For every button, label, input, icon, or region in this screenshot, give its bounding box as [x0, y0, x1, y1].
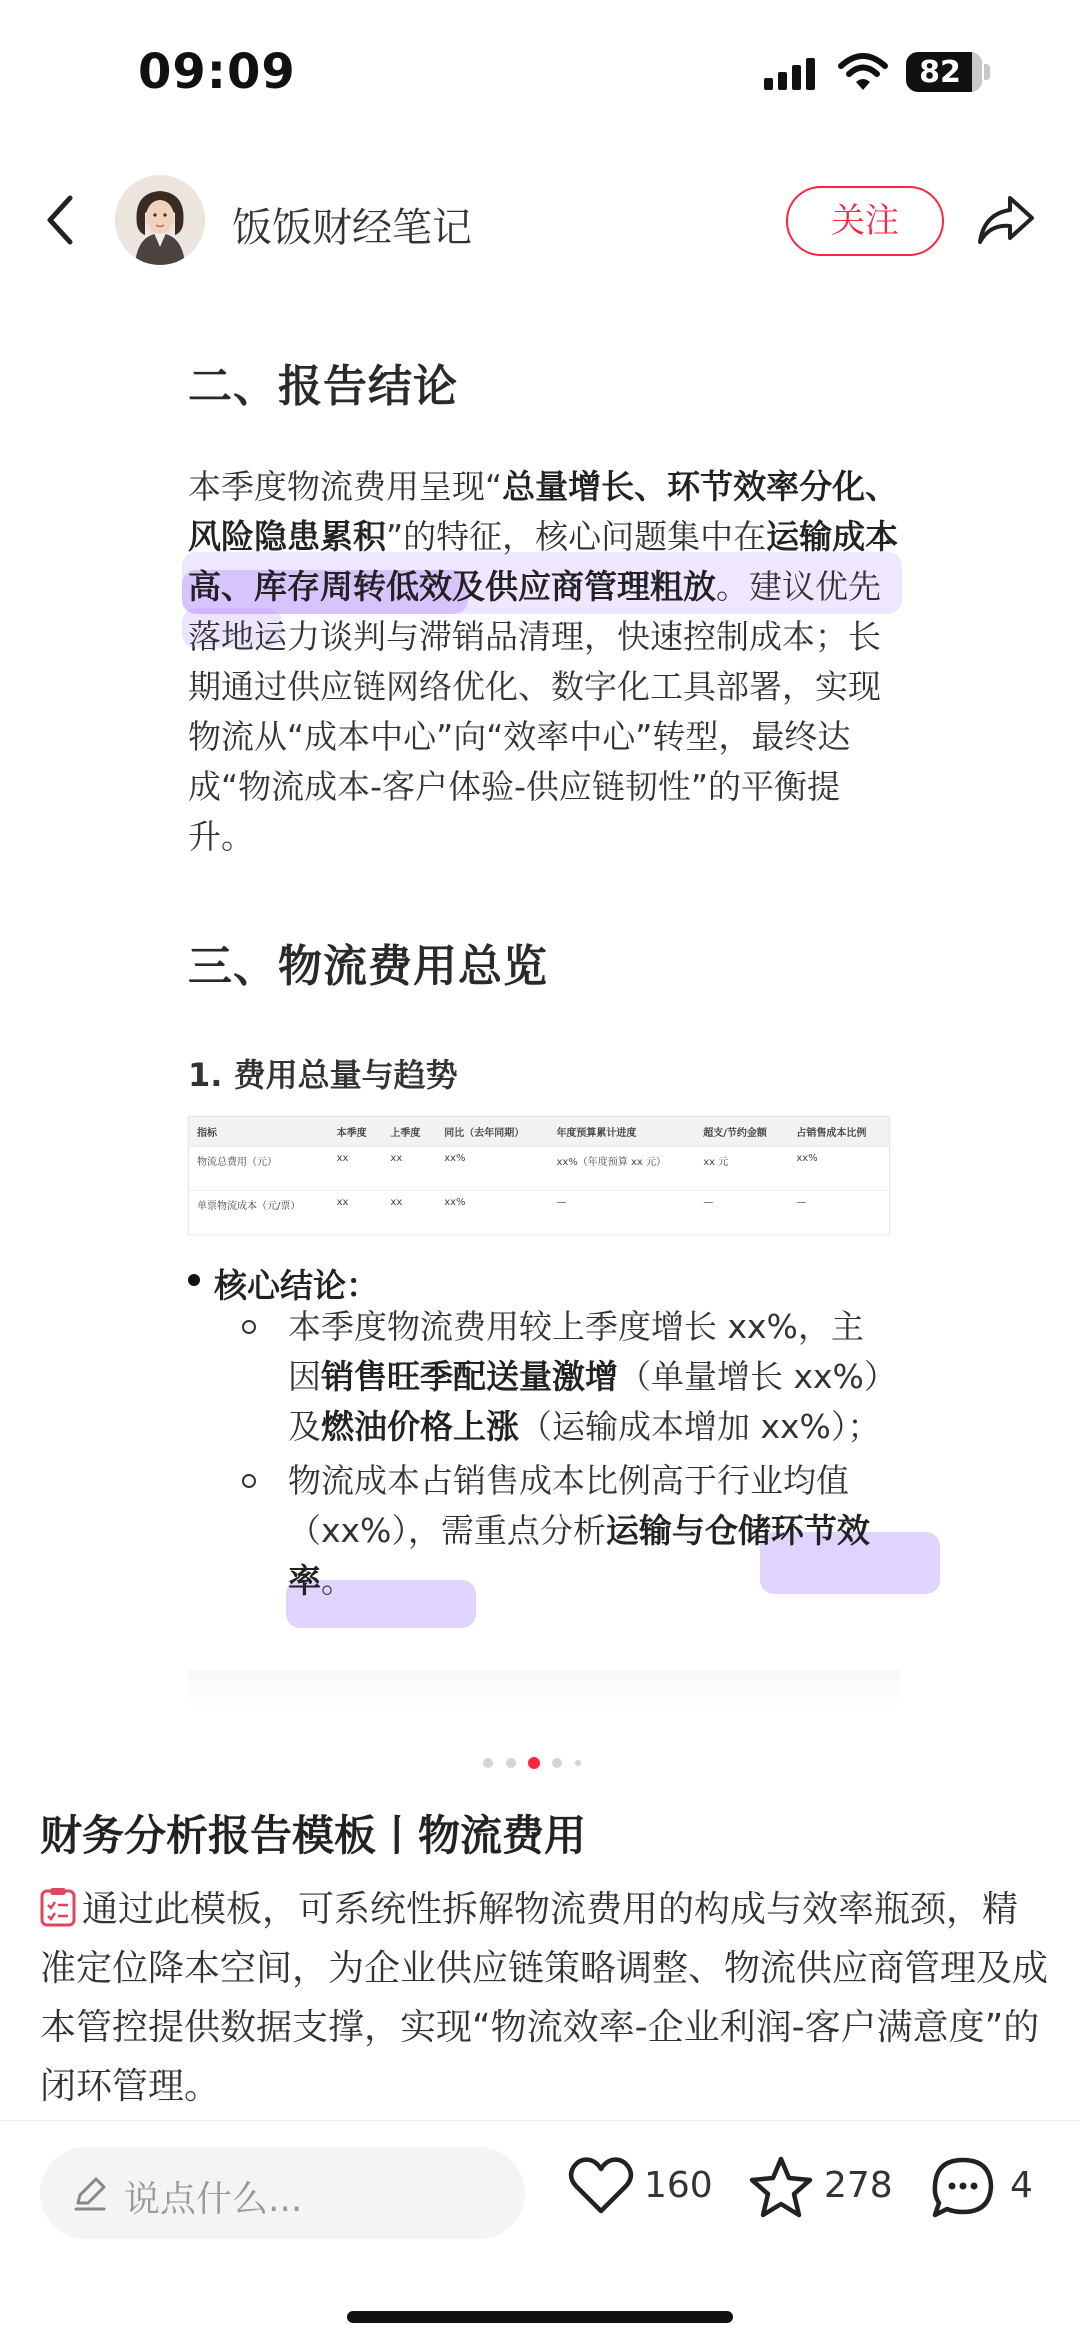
- battery-percent: 82: [919, 55, 961, 90]
- table-header-cell: 本季度: [329, 1117, 383, 1147]
- status-time: 09:09: [138, 44, 296, 100]
- table-cell: 物流总费用（元）: [189, 1147, 329, 1191]
- table-cell: —: [548, 1191, 695, 1235]
- table-cell: —: [788, 1191, 889, 1235]
- comment-count: 4: [1010, 2165, 1033, 2206]
- list-bold-text: 销售旺季配送量激增: [321, 1357, 618, 1396]
- faded-next-line: [188, 1670, 900, 1710]
- table-header-cell: 指标: [189, 1117, 329, 1147]
- table-cell: xx: [329, 1191, 383, 1235]
- carousel-indicator: [0, 1754, 1080, 1774]
- like-button[interactable]: [568, 2155, 713, 2225]
- table-header-row: [189, 1117, 890, 1147]
- section-2-title: 二、报告结论: [188, 361, 458, 412]
- table-header-cell: 占销售成本比例: [788, 1117, 889, 1147]
- para-bold-text: 总量增长、环节效率分化、风险隐患累积: [188, 467, 899, 556]
- carousel-dot: [575, 1760, 581, 1766]
- table-cell: —: [695, 1191, 788, 1235]
- core-conclusion-label: 核心结论：: [214, 1266, 379, 1305]
- battery-indicator: [906, 52, 982, 92]
- table-cell: xx%（年度预算 xx 元）: [548, 1147, 695, 1191]
- table-header-cell: 上季度: [382, 1117, 436, 1147]
- home-indicator[interactable]: [347, 2311, 733, 2323]
- list-text: （运输成本增加 xx%）；: [519, 1407, 881, 1446]
- para-text: ”的特征，核心问题集中在: [386, 517, 767, 556]
- table-header-cell: 年度预算累计进度: [548, 1117, 695, 1147]
- table-cell: xx: [382, 1191, 436, 1235]
- list-item: [288, 1302, 888, 1452]
- list-text: （单量增长 xx%）及: [288, 1357, 881, 1446]
- table-cell: xx%: [788, 1147, 889, 1191]
- comment-input[interactable]: [40, 2147, 525, 2239]
- heart-icon: [568, 2155, 634, 2217]
- author-name[interactable]: 饭饭财经笔记: [232, 205, 472, 251]
- post-body-text: 通过此模板，可系统性拆解物流费用的构成与效率瓶颈，精准定位降本空间，为企业供应链策略调整、物流供应商管理及成本管控提供数据支撑，实现“物流效率-企业利润-客户满意度”的闭环管理。: [40, 1889, 1049, 2107]
- table-row: [189, 1191, 890, 1235]
- sub-bullet-list: [288, 1302, 888, 1610]
- comment-button[interactable]: [930, 2155, 1040, 2225]
- list-text: 本季度物流费用较上季度增长 xx%，主因: [288, 1307, 864, 1396]
- para-text: 。建议优先落地运力谈判与滞销品清理，快速控制成本；长期通过供应链网络优化、数字化工具部署，实现物流从“成本中心”向“效率中心”转型，最终达成“物流成本-客户体验-供应链韧性”的平衡提升。: [188, 567, 881, 856]
- list-text: 物流成本占销售成本比例高于行业均值（xx%），需重点分析: [288, 1461, 849, 1550]
- collect-button[interactable]: [748, 2155, 898, 2225]
- table-header-cell: 超支/节约金额: [695, 1117, 788, 1147]
- table-cell: xx: [329, 1147, 383, 1191]
- post-title: 财务分析报告模板丨物流费用: [40, 1811, 587, 1860]
- follow-button[interactable]: 关注: [786, 186, 944, 256]
- para-bold-text: 运输成本高、库存周转低效及供应商管理粗放: [188, 517, 899, 606]
- bottom-action-bar: [0, 2120, 1080, 2341]
- wifi-icon: [838, 52, 888, 92]
- list-bold-text: 燃油价格上涨: [321, 1407, 519, 1446]
- bullet-circle: [242, 1320, 256, 1334]
- section-3-title: 三、物流费用总览: [188, 941, 548, 992]
- post-body: [40, 1880, 1050, 2120]
- table-cell: xx%: [436, 1147, 548, 1191]
- avatar[interactable]: [115, 175, 205, 265]
- pencil-icon: [70, 2173, 110, 2213]
- carousel-dot-active: [528, 1757, 540, 1769]
- memo-icon: [40, 1887, 78, 1927]
- status-bar: [0, 0, 1080, 150]
- list-item: [288, 1456, 888, 1606]
- list-text: 。: [321, 1561, 354, 1600]
- table-header-cell: 同比（去年同期）: [436, 1117, 548, 1147]
- table-row: [189, 1147, 890, 1191]
- para-text: 本季度物流费用呈现“: [188, 467, 503, 506]
- table-cell: xx 元: [695, 1147, 788, 1191]
- carousel-dot: [552, 1758, 562, 1768]
- table-cell: xx%: [436, 1191, 548, 1235]
- core-conclusion-bullet: [214, 1260, 379, 1307]
- back-icon[interactable]: [40, 192, 80, 248]
- share-icon[interactable]: [976, 192, 1036, 248]
- like-count: 160: [644, 2165, 713, 2206]
- star-icon: [748, 2155, 814, 2219]
- article-image[interactable]: [0, 280, 1080, 1735]
- collect-count: 278: [824, 2165, 893, 2206]
- cost-table: [188, 1116, 890, 1235]
- table-cell: 单票物流成本（元/票）: [189, 1191, 329, 1235]
- bullet-dot: [188, 1274, 200, 1286]
- comment-placeholder: 说点什么...: [124, 2179, 303, 2220]
- list-bold-text: 运输与仓储环节效率: [288, 1511, 870, 1600]
- signal-icon: [764, 58, 818, 90]
- comment-icon: [930, 2155, 996, 2221]
- section-2-paragraph: [188, 462, 900, 862]
- carousel-dot: [506, 1758, 516, 1768]
- avatar-portrait-icon: [115, 175, 205, 265]
- subsection-title: 1. 费用总量与趋势: [188, 1056, 458, 1094]
- battery-tip: [984, 64, 990, 80]
- table-cell: xx: [382, 1147, 436, 1191]
- post-header: [0, 170, 1080, 270]
- carousel-dot: [483, 1758, 493, 1768]
- bullet-circle: [242, 1474, 256, 1488]
